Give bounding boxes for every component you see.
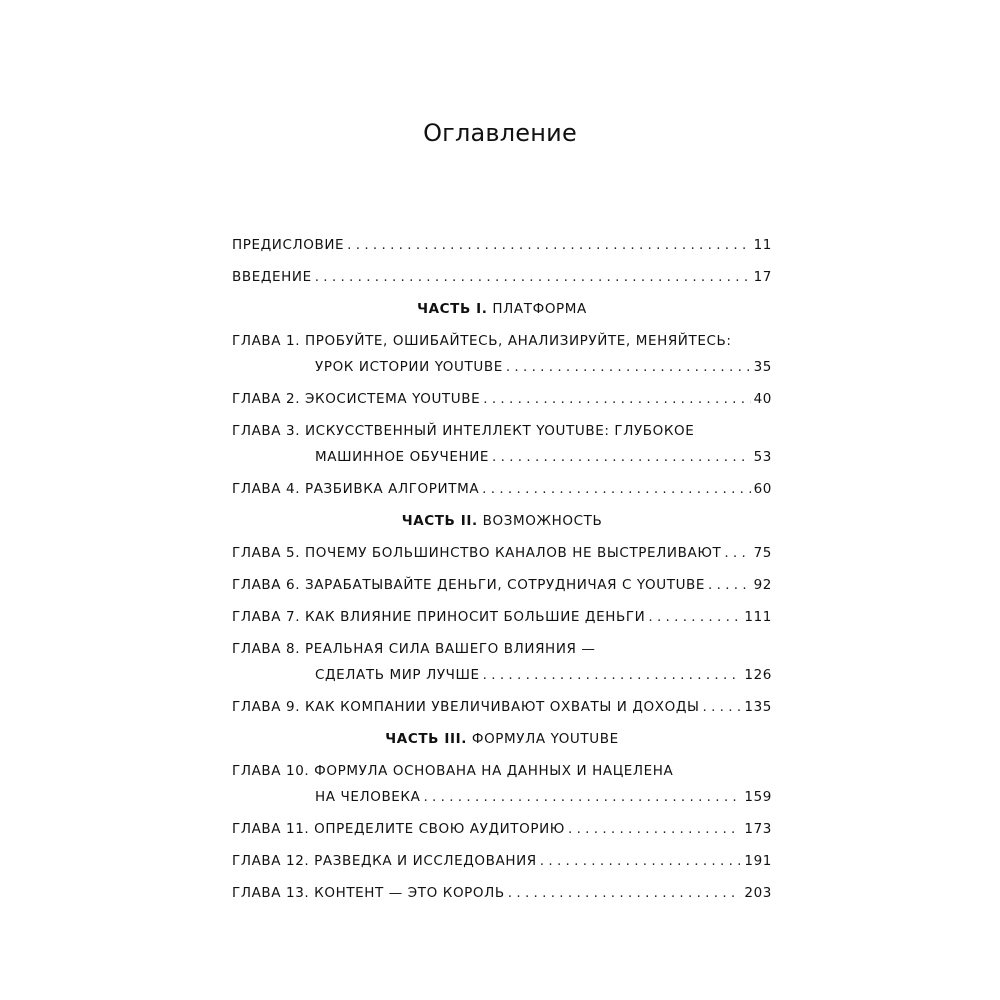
entry-label-line1: ГЛАВА 1. ПРОБУЙТЕ, ОШИБАЙТЕСЬ, АНАЛИЗИРУЙТЕ, МЕНЯЙТЕСЬ: [232, 333, 732, 349]
entry-label: ГЛАВА 12. РАЗВЕДКА И ИССЛЕДОВАНИЯ [232, 853, 537, 869]
entry-label-line1: ГЛАВА 8. РЕАЛЬНАЯ СИЛА ВАШЕГО ВЛИЯНИЯ — [232, 641, 596, 657]
entry-label-line2: НА ЧЕЛОВЕКА [315, 789, 421, 805]
part-number: ЧАСТЬ III. [385, 731, 467, 747]
page-number: 191 [744, 853, 772, 869]
page-number: 173 [744, 821, 772, 837]
dot-leader [506, 354, 751, 380]
toc-entry-chapter-11[interactable] [232, 816, 772, 842]
page-number: 203 [744, 885, 772, 901]
toc-entry-intro[interactable] [232, 264, 772, 290]
toc-entry-chapter-5[interactable] [232, 540, 772, 566]
part-heading-2 [232, 508, 772, 534]
part-name: ФОРМУЛА YOUTUBE [471, 731, 619, 747]
dot-leader [423, 784, 741, 810]
toc-entry-chapter-12[interactable] [232, 848, 772, 874]
dot-leader [703, 694, 742, 720]
entry-label-line2: СДЕЛАТЬ МИР ЛУЧШЕ [315, 667, 480, 683]
toc-entry-chapter-6[interactable] [232, 572, 772, 598]
dot-leader [648, 604, 741, 630]
dot-leader [708, 572, 751, 598]
entry-label: ГЛАВА 4. РАЗБИВКА АЛГОРИТМА [232, 481, 480, 497]
toc-entry-chapter-1[interactable] [232, 328, 772, 380]
toc-entry-chapter-9[interactable] [232, 694, 772, 720]
part-number: ЧАСТЬ I. [417, 301, 488, 317]
dot-leader [508, 880, 742, 906]
page-title: Оглавление [423, 119, 577, 147]
page-number: 92 [753, 577, 772, 593]
dot-leader [315, 264, 751, 290]
table-of-contents [232, 232, 772, 912]
entry-label: ГЛАВА 7. КАК ВЛИЯНИЕ ПРИНОСИТ БОЛЬШИЕ ДЕНЬГИ [232, 609, 646, 625]
entry-label-line2: МАШИННОЕ ОБУЧЕНИЕ [315, 449, 490, 465]
entry-label: ГЛАВА 2. ЭКОСИСТЕМА YOUTUBE [232, 391, 481, 407]
dot-leader [347, 232, 750, 258]
part-heading-1 [232, 296, 772, 322]
entry-label-line2: УРОК ИСТОРИИ YOUTUBE [315, 359, 503, 375]
page-number: 126 [744, 667, 772, 683]
part-number: ЧАСТЬ II. [401, 513, 478, 529]
page-number: 135 [744, 699, 772, 715]
dot-leader [483, 386, 750, 412]
entry-label: ПРЕДИСЛОВИЕ [232, 237, 345, 253]
entry-label: ГЛАВА 5. ПОЧЕМУ БОЛЬШИНСТВО КАНАЛОВ НЕ ВЫСТРЕЛИВАЮТ [232, 545, 722, 561]
dot-leader [568, 816, 741, 842]
page-number: 40 [753, 391, 772, 407]
toc-entry-chapter-2[interactable] [232, 386, 772, 412]
page-number: 75 [753, 545, 772, 561]
dot-leader [483, 662, 742, 688]
entry-label: ГЛАВА 11. ОПРЕДЕЛИТЕ СВОЮ АУДИТОРИЮ [232, 821, 565, 837]
entry-label: ГЛАВА 6. ЗАРАБАТЫВАЙТЕ ДЕНЬГИ, СОТРУДНИЧАЯ С YOUTUBE [232, 577, 706, 593]
entry-label-line1: ГЛАВА 3. ИСКУССТВЕННЫЙ ИНТЕЛЛЕКТ YOUTUBE: ГЛУБОКОЕ [232, 423, 695, 439]
toc-entry-chapter-13[interactable] [232, 880, 772, 906]
page-number: 60 [753, 481, 772, 497]
part-heading-3 [232, 726, 772, 752]
part-name: ПЛАТФОРМА [492, 301, 587, 317]
page-number: 53 [753, 449, 772, 465]
toc-entry-chapter-7[interactable] [232, 604, 772, 630]
page-number: 159 [744, 789, 772, 805]
part-name: ВОЗМОЖНОСТЬ [482, 513, 603, 529]
dot-leader [540, 848, 742, 874]
toc-entry-chapter-10[interactable] [232, 758, 772, 810]
entry-label: ВВЕДЕНИЕ [232, 269, 312, 285]
dot-leader [482, 476, 750, 502]
dot-leader [724, 540, 750, 566]
page-number: 111 [744, 609, 772, 625]
entry-label-line1: ГЛАВА 10. ФОРМУЛА ОСНОВАНА НА ДАННЫХ И НАЦЕЛЕНА [232, 763, 674, 779]
page-number: 35 [753, 359, 772, 375]
entry-label: ГЛАВА 13. КОНТЕНТ — ЭТО КОРОЛЬ [232, 885, 505, 901]
toc-entry-chapter-3[interactable] [232, 418, 772, 470]
toc-entry-preface[interactable] [232, 232, 772, 258]
toc-entry-chapter-4[interactable] [232, 476, 772, 502]
dot-leader [492, 444, 751, 470]
page-number: 11 [753, 237, 772, 253]
toc-entry-chapter-8[interactable] [232, 636, 772, 688]
page-number: 17 [753, 269, 772, 285]
entry-label: ГЛАВА 9. КАК КОМПАНИИ УВЕЛИЧИВАЮТ ОХВАТЫ И ДОХОДЫ [232, 699, 700, 715]
